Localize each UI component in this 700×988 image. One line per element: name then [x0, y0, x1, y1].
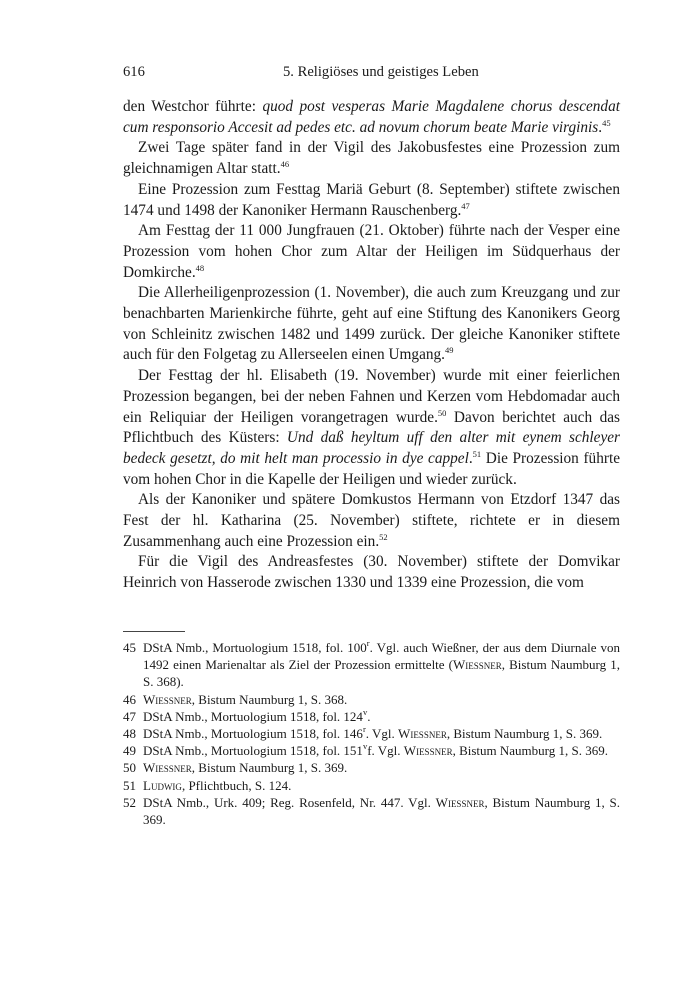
text-run: , Pflichtbuch, S. 124.: [181, 777, 292, 793]
footnote-number: 45: [123, 640, 136, 655]
paragraph: [123, 490, 620, 552]
text-run: .: [598, 118, 603, 136]
footnote: [123, 708, 620, 725]
running-title: 5. Religiöses und geistiges Leben: [283, 64, 479, 80]
footnote-ref: v: [362, 706, 368, 717]
footnote-rule: [123, 631, 185, 632]
footnote-ref: 49: [444, 345, 454, 356]
text-run: Am Festtag der 11 000 Jungfrauen (21. Oktober) führte nach der Vesper eine Prozession vom hohen Chor zum Altar der Heiligen im Südquerhaus der Domkirche.: [123, 222, 620, 281]
footnote: [123, 639, 620, 691]
paragraph: [123, 283, 620, 366]
footnotes: [123, 639, 620, 828]
footnote-ref: 47: [461, 200, 470, 211]
text-run: , Bistum Naumburg 1, S. 369.: [191, 760, 348, 776]
paragraph: [123, 138, 620, 179]
text-run: . Vgl.: [365, 726, 399, 742]
footnote-ref: r: [362, 724, 366, 735]
text-run: Die Allerheiligenprozession (1. November), die auch zum Kreuzgang und zur benachbarten Marienkirche führte, geht auf eine Stiftung des Kanonikers Georg von Schleinitz zwischen 1482 und 1499 zurück. Der gleiche Kanoniker stiftete auch für den Folgetag zu Allerseelen einen Umgang.: [123, 284, 620, 364]
text-run: , Bistum Naumburg 1, S. 368).: [143, 657, 620, 690]
paragraph: [123, 221, 620, 283]
text-run: DStA Nmb., Mortuologium 1518, fol. 124: [143, 708, 363, 724]
footnote-ref: v: [362, 741, 368, 752]
author-name: Ludwig: [143, 777, 182, 793]
footnote: [123, 691, 620, 708]
text-run: f. Vgl.: [367, 743, 404, 759]
footnote-number: 52: [123, 794, 136, 810]
text-run: Der Festtag der hl. Elisabeth (19. November) wurde mit einer feierlichen Prozession begangen, bei der neben Fahnen und Kerzen vom Hebdomadar auch ein Reliquiar der Heiligen vorangetragen wurde.: [123, 367, 620, 426]
text-run: DStA Nmb., Mortuologium 1518, fol. 100: [143, 640, 367, 655]
footnote: [123, 759, 620, 776]
text-run: Als der Kanoniker und spätere Domkustos Hermann von Etzdorf 1347 das Fest der hl. Katharina (25. November) stiftete, richtete er in diesem Zusammenhang auch eine Prozession ein.: [123, 491, 620, 550]
footnote-number: 47: [123, 708, 136, 724]
author-name: Wiessner: [143, 760, 192, 776]
text-run: Davon berichtet auch das Pflichtbuch des Küsters:: [123, 408, 620, 447]
latin-quote: quod post vesperas Marie Magdalene chorus descendat cum responsorio Accesit ad pedes etc. ad novum chorum beate Marie virginis: [123, 98, 620, 136]
footnote: [123, 777, 620, 794]
paragraph: [123, 180, 620, 221]
text-run: den Westchor führte:: [123, 98, 263, 115]
footnote-ref: 46: [280, 159, 290, 170]
text-run: , Bistum Naumburg 1, S. 368.: [191, 691, 348, 707]
text-run: .: [367, 708, 371, 724]
body-text: [123, 97, 620, 594]
footnote-ref: 50: [437, 407, 447, 418]
footnote-ref: 45: [602, 117, 611, 128]
footnote-number: 50: [123, 760, 136, 776]
text-run: Für die Vigil des Andreasfestes (30. November) stiftete der Domvikar Heinrich von Hasserode zwischen 1330 und 1339 eine Prozession, die vom: [123, 553, 620, 592]
author-name: Wiessner: [403, 743, 453, 759]
text-run: , Bistum Naumburg 1, S. 369.: [452, 743, 608, 759]
text-run: DStA Nmb., Urk. 409; Reg. Rosenfeld, Nr. 447. Vgl.: [143, 794, 436, 810]
text-run: , Bistum Naumburg 1, S. 369.: [143, 794, 620, 828]
text-run: Die Prozession führte vom hohen Chor in die Kapelle der Heiligen und wieder zurück.: [123, 449, 620, 488]
latin-quote: Und daß heyltum uff den alter mit eynem schleyer bedeck gesetzt, do mit helt man processio in dye cappel: [123, 429, 620, 467]
author-name: Wiessner: [453, 657, 502, 673]
text-run: DStA Nmb., Mortuologium 1518, fol. 146: [143, 726, 363, 742]
text-run: .: [468, 449, 473, 467]
author-name: Wiessner: [435, 794, 485, 810]
text-run: Zwei Tage später fand in der Vigil des Jakobusfestes eine Prozession zum gleichnamigen Altar statt.: [123, 139, 620, 178]
text-run: , Bistum Naumburg 1, S. 369.: [446, 726, 603, 742]
footnote: [123, 742, 620, 759]
text-run: Eine Prozession zum Festtag Mariä Geburt (8. September) stiftete zwischen 1474 und 1498 der Kanoniker Hermann Rauschenberg.: [123, 180, 620, 219]
paragraph: [123, 552, 620, 593]
footnote-number: 49: [123, 743, 136, 759]
footnote-ref: 51: [472, 448, 482, 459]
paragraph: [123, 366, 620, 490]
footnote: [123, 725, 620, 742]
footnote-ref: 48: [195, 262, 205, 273]
text-run: DStA Nmb., Mortuologium 1518, fol. 151: [143, 743, 363, 759]
footnote: [123, 794, 620, 828]
page-number: 616: [123, 64, 145, 80]
paragraph: [123, 97, 620, 138]
footnote-ref: 52: [379, 531, 388, 542]
footnote-number: 46: [123, 691, 136, 707]
footnote-number: 48: [123, 726, 136, 742]
author-name: Wiessner: [143, 691, 192, 707]
footnote-number: 51: [123, 777, 136, 793]
page-header: [123, 64, 620, 84]
footnote-ref: r: [366, 638, 370, 648]
text-run: . Vgl. auch Wießner, der aus dem Diurnale von 1492 einen Marienaltar als Ziel der Prozession ermittelte (: [143, 640, 620, 673]
author-name: Wiessner: [398, 726, 447, 742]
